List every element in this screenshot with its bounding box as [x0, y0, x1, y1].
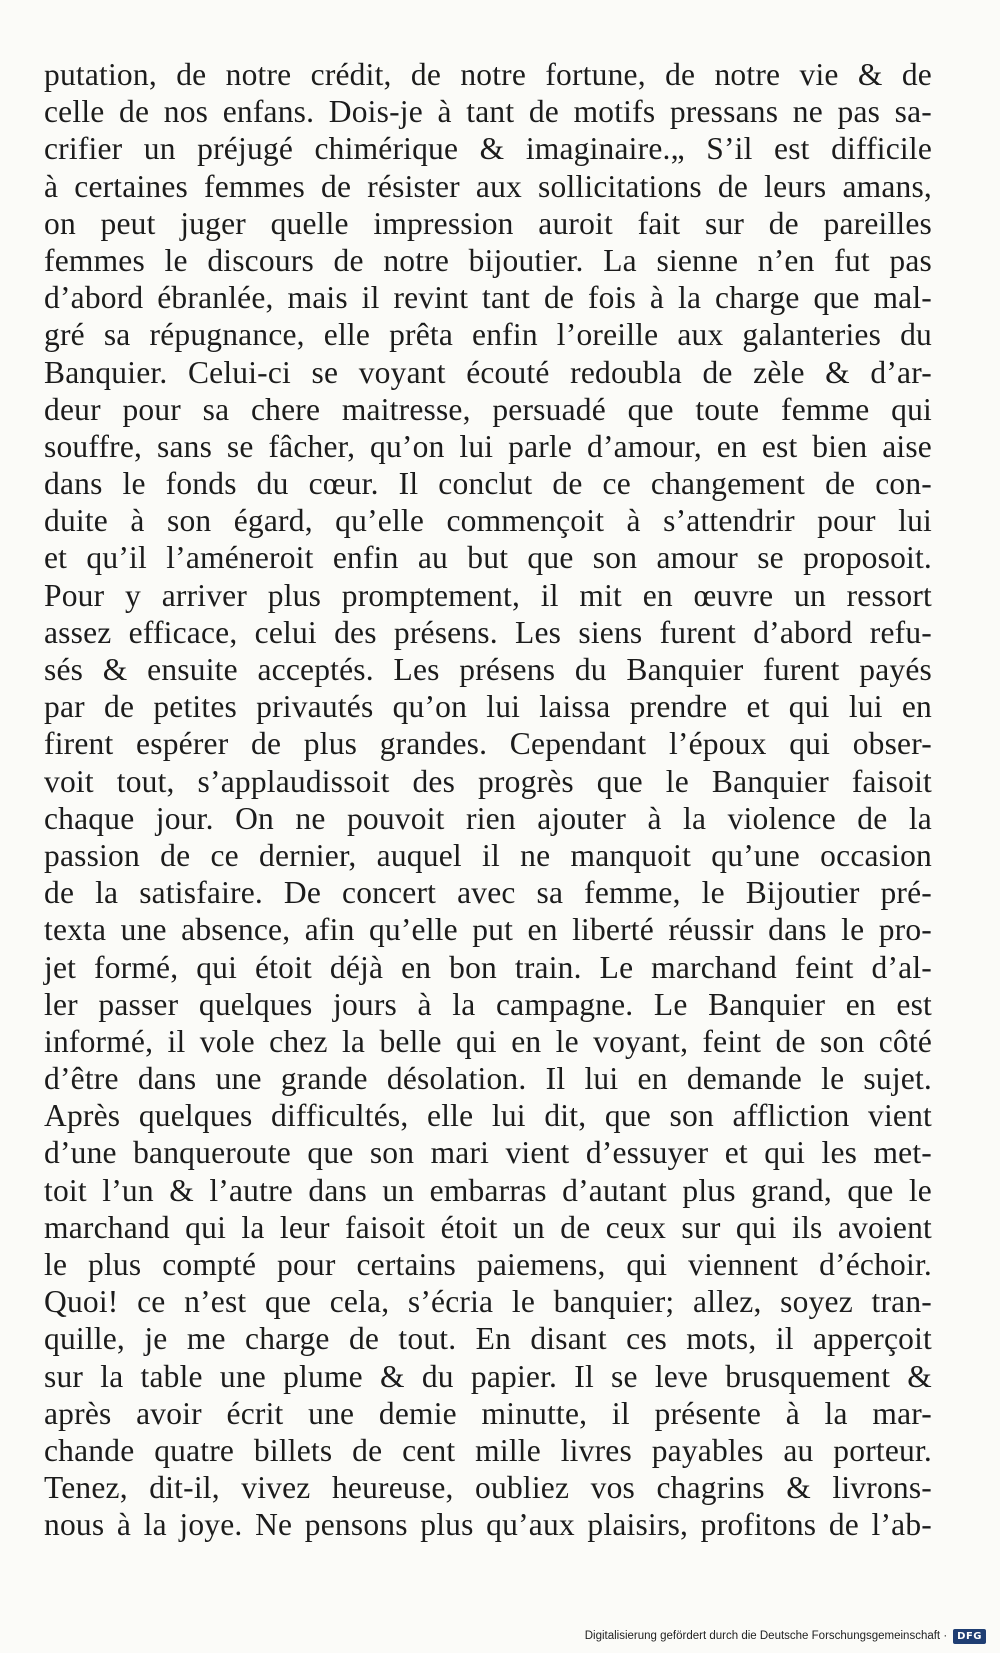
text-line: celle de nos enfans. Dois-je à tant de motifs pressans ne pas sa-: [44, 94, 932, 130]
text-line: passion de ce dernier, auquel il ne manquoit qu’une occasion: [44, 837, 932, 873]
text-line: d’une banqueroute que son mari vient d’essuyer et qui les met-: [44, 1135, 932, 1171]
text-line: d’abord ébranlée, mais il revint tant de fois à la charge que mal-: [44, 280, 932, 316]
text-line: deur pour sa chere maitresse, persuadé que toute femme qui: [44, 391, 932, 427]
page-text-block: [44, 56, 932, 1544]
text-line: le plus compté pour certains paiemens, qui viennent d’échoir.: [44, 1247, 932, 1282]
text-line: assez efficace, celui des présens. Les siens furent d’abord refu-: [44, 614, 932, 650]
dfg-logo: DFG: [953, 1629, 986, 1644]
text-line: texta une absence, afin qu’elle put en liberté réussir dans le pro-: [44, 912, 932, 948]
text-line: firent espérer de plus grandes. Cependant l’époux qui obser-: [44, 726, 932, 762]
text-line: souffre, sans se fâcher, qu’on lui parle d’amour, en est bien aise: [44, 428, 932, 464]
text-line: sur la table une plume & du papier. Il se leve brusquement &: [44, 1358, 932, 1394]
text-line: chaque jour. On ne pouvoit rien ajouter à la violence de la: [44, 800, 932, 836]
text-line: Après quelques difficultés, elle lui dit, que son affliction vient: [44, 1098, 932, 1134]
text-line: sés & ensuite acceptés. Les présens du Banquier furent payés: [44, 652, 932, 687]
text-line: par de petites privautés qu’on lui laissa prendre et qui lui en: [44, 689, 932, 725]
text-line: putation, de notre crédit, de notre fortune, de notre vie & de: [44, 57, 932, 92]
text-line: de la satisfaire. De concert avec sa femme, le Bijoutier pré-: [44, 875, 932, 911]
text-line: gré sa répugnance, elle prêta enfin l’oreille aux galanteries du: [44, 317, 932, 353]
text-line: d’être dans une grande désolation. Il lui en demande le sujet.: [44, 1061, 932, 1097]
text-line: duite à son égard, qu’elle commençoit à s’attendrir pour lui: [44, 503, 932, 539]
text-line: Quoi! ce n’est que cela, s’écria le banquier; allez, soyez tran-: [44, 1284, 932, 1320]
text-line: après avoir écrit une demie minutte, il présente à la mar-: [44, 1395, 932, 1431]
text-line: Tenez, dit-il, vivez heureuse, oubliez vos chagrins & livrons-: [44, 1470, 932, 1506]
text-line: femmes le discours de notre bijoutier. La sienne n’en fut pas: [44, 242, 932, 278]
text-line: quille, je me charge de tout. En disant ces mots, il apperçoit: [44, 1321, 932, 1357]
text-line: marchand qui la leur faisoit étoit un de ceux sur qui ils avoient: [44, 1209, 932, 1245]
funding-credit-text: Digitalisierung gefördert durch die Deutsche Forschungsgemeinschaft ·: [584, 1630, 948, 1642]
text-line: Pour y arriver plus promptement, il mit en œuvre un ressort: [44, 577, 932, 613]
text-line: voit tout, s’applaudissoit des progrès que le Banquier faisoit: [44, 763, 932, 799]
text-line: à certaines femmes de résister aux sollicitations de leurs amans,: [44, 168, 932, 204]
text-line: on peut juger quelle impression auroit fait sur de pareilles: [44, 205, 932, 241]
digitization-footer: [585, 1625, 986, 1647]
text-line: dans le fonds du cœur. Il conclut de ce changement de con-: [44, 466, 932, 502]
text-line: Banquier. Celui-ci se voyant écouté redoubla de zèle & d’ar-: [44, 354, 932, 390]
text-line: informé, il vole chez la belle qui en le voyant, feint de son côté: [44, 1023, 932, 1059]
text-line: nous à la joye. Ne pensons plus qu’aux plaisirs, profitons de l’ab-: [44, 1507, 932, 1543]
text-line: chande quatre billets de cent mille livres payables au porteur.: [44, 1432, 932, 1468]
text-line: crifier un préjugé chimérique & imaginaire.„ S’il est difficile: [44, 131, 932, 167]
text-line: ler passer quelques jours à la campagne. Le Banquier en est: [44, 986, 932, 1022]
text-line: et qu’il l’améneroit enfin au but que son amour se proposoit.: [44, 540, 932, 576]
text-line: jet formé, qui étoit déjà en bon train. Le marchand feint d’al-: [44, 949, 932, 985]
text-line: toit l’un & l’autre dans un embarras d’autant plus grand, que le: [44, 1172, 932, 1208]
